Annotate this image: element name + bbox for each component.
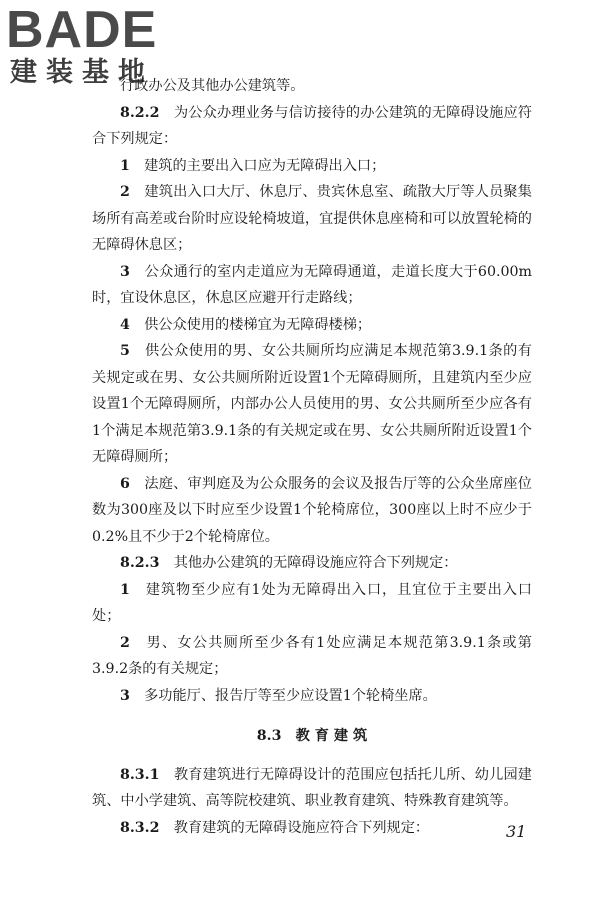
item-1: 1 建筑的主要出入口应为无障碍出入口； xyxy=(120,157,386,174)
item-2: 2 建筑出入口大厅、休息厅、贵宾休息室、疏散大厅等人员聚集场所有高差或台阶时应设轮椅坡道，宜提供休息座椅和可以放置轮椅的无障碍休息区； xyxy=(92,184,532,253)
clause-8-2-3: 8.2.3 其他办公建筑的无障碍设施应符合下列规定： xyxy=(120,555,458,571)
item-2: 2 男、女公共厕所至少各有1处应满足本规范第3.9.1条或第3.9.2条的有关规定； xyxy=(92,634,532,677)
logo-chinese-text: 建装基地 xyxy=(10,57,154,88)
clause-number: 8.2.2 xyxy=(120,104,160,121)
item-5: 5 供公众使用的男、女公共厕所均应满足本规范第3.9.1条的有关规定或在男、女公共厕所附近设置1个无障碍厕所，且建筑内至少应设置1个无障碍厕所，内部办公人员使用的男、女公共厕所至少应各有1个满足本规范第3.9.1条的有关规定或在男、女公共厕所附近设置1个无障碍厕所； xyxy=(92,343,532,465)
clause-8-3-2: 8.3.2 教育建筑的无障碍设施应符合下列规定： xyxy=(120,819,430,836)
item-6: 6 法庭、审判庭及为公众服务的会议及报告厅等的公众坐席座位数为300座及以下时应至少设置1个轮椅席位，300座以上时不应少于0.2%且不少于2个轮椅席位。 xyxy=(92,475,532,545)
document-body xyxy=(92,73,532,841)
item-4: 4 供公众使用的楼梯宜为无障碍楼梯； xyxy=(120,316,372,333)
section-heading: 8.3 教 育 建 筑 xyxy=(256,728,368,744)
clause-8-3-1: 8.3.1 教育建筑进行无障碍设计的范围应包括托儿所、幼儿园建筑、中小学建筑、高等院校建筑、职业教育建筑、特殊教育建筑等。 xyxy=(92,766,532,809)
item-3: 3 多功能厅、报告厅等至少应设置1个轮椅坐席。 xyxy=(120,687,437,704)
page-number: 31 xyxy=(506,822,527,841)
clause-8-2-2: 8.2.2 为公众办理业务与信访接待的办公建筑的无障碍设施应符合下列规定： xyxy=(92,104,532,147)
logo-wordmark: BADE xyxy=(6,1,158,59)
item-1: 1 建筑物至少应有1处为无障碍出入口，且宜位于主要出入口处； xyxy=(92,581,532,624)
paragraph-fragment: 行政办公及其他办公建筑等。 xyxy=(120,78,305,94)
item-3: 3 公众通行的室内走道应为无障碍通道，走道长度大于60.00m时，宜设休息区，休息区应避开行走路线； xyxy=(92,263,532,306)
